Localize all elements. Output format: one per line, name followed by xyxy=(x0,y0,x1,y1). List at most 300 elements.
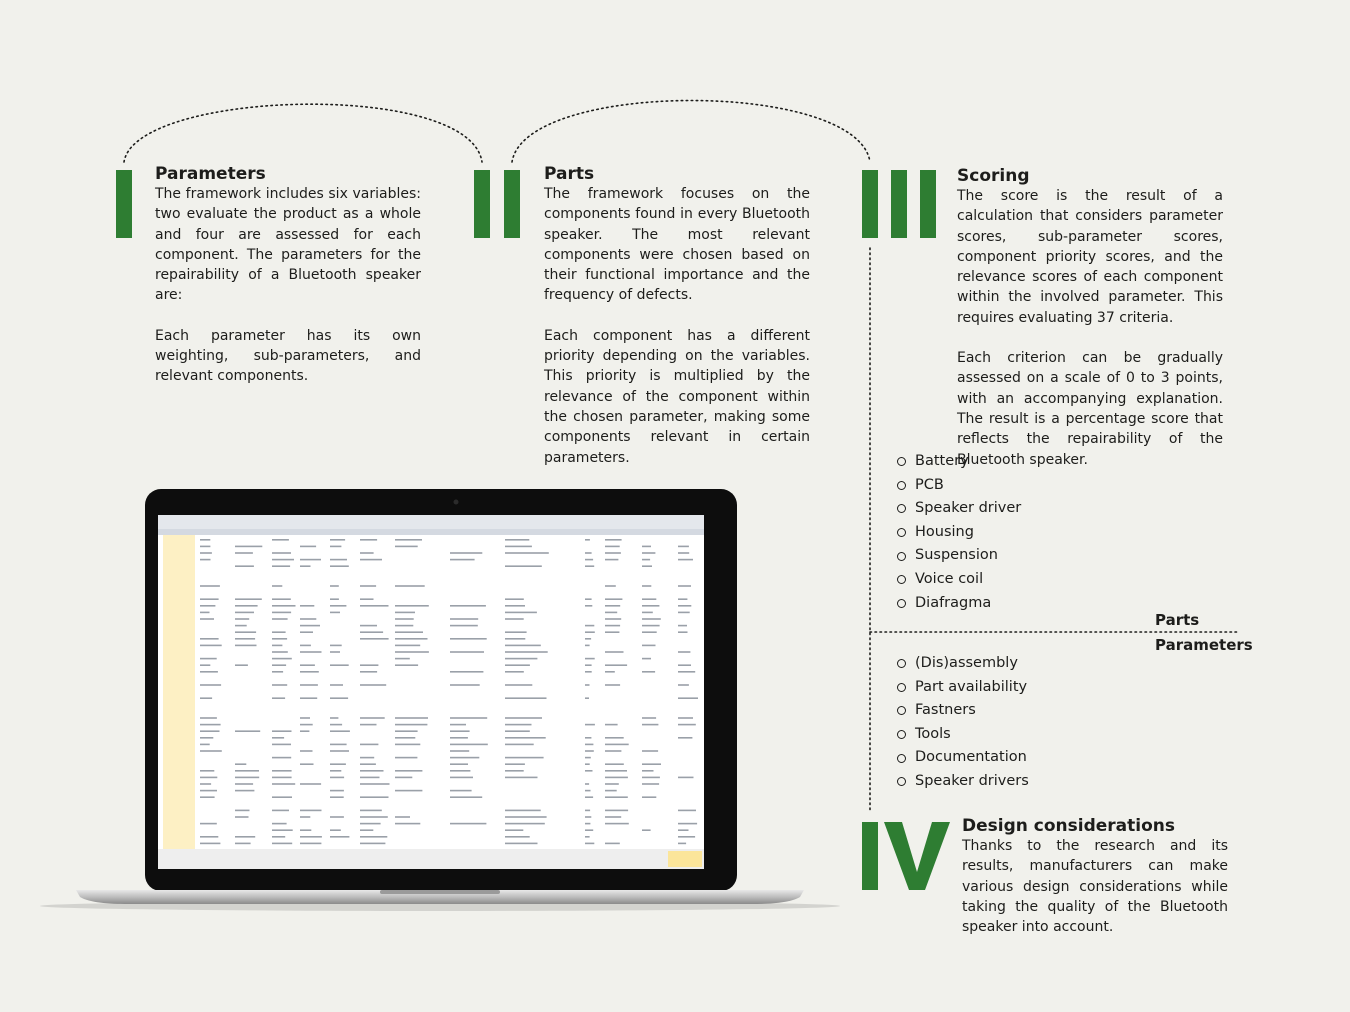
spreadsheet-cell xyxy=(605,671,615,673)
spreadsheet-cell xyxy=(360,783,390,785)
spreadsheet-cell xyxy=(505,565,542,567)
spreadsheet-cell xyxy=(360,843,385,845)
spreadsheet-cell xyxy=(605,724,618,726)
spreadsheet-cell xyxy=(235,843,251,845)
spreadsheet-cell xyxy=(272,777,292,779)
spreadsheet-cell xyxy=(360,552,374,554)
spreadsheet-cell xyxy=(272,671,283,673)
spreadsheet-cell xyxy=(200,750,222,752)
bullet-icon xyxy=(897,457,906,466)
spreadsheet-cell xyxy=(505,612,537,614)
list-item: Diafragma xyxy=(897,592,1021,616)
spreadsheet-cell xyxy=(585,737,591,739)
spreadsheet-cell xyxy=(200,546,210,548)
spreadsheet-cell xyxy=(678,829,689,831)
spreadsheet-cell xyxy=(300,631,313,633)
spreadsheet-cell xyxy=(360,770,384,772)
spreadsheet-cell xyxy=(272,697,285,699)
spreadsheet-cell xyxy=(585,810,590,812)
spreadsheet-cell xyxy=(642,546,651,548)
spreadsheet-cell xyxy=(678,631,688,633)
spreadsheet-cell xyxy=(450,559,475,561)
spreadsheet-cell xyxy=(395,658,410,660)
spreadsheet-cell xyxy=(395,645,420,647)
spreadsheet-cell xyxy=(605,546,620,548)
scoring-title: Scoring xyxy=(957,166,1030,186)
spreadsheet-cell xyxy=(605,598,622,600)
spreadsheet-cell xyxy=(360,638,389,640)
bullet-icon xyxy=(897,481,906,490)
spreadsheet-cell xyxy=(200,559,211,561)
spreadsheet-cell xyxy=(300,605,314,607)
spreadsheet-cell xyxy=(200,539,210,541)
spreadsheet-cell xyxy=(272,836,285,838)
bullet-icon xyxy=(897,730,906,739)
spreadsheet-cell xyxy=(330,559,347,561)
spreadsheet-cell xyxy=(585,671,592,673)
bullet-icon xyxy=(897,504,906,513)
spreadsheet-cell xyxy=(642,750,658,752)
spreadsheet-cell xyxy=(360,823,381,825)
spreadsheet-cell xyxy=(360,631,383,633)
spreadsheet-cell xyxy=(585,645,590,647)
spreadsheet-cell xyxy=(450,724,466,726)
spreadsheet-cell xyxy=(505,539,529,541)
spreadsheet-cell xyxy=(300,829,311,831)
spreadsheet-cell xyxy=(585,631,595,633)
spreadsheet-cell xyxy=(360,777,380,779)
spreadsheet-cell xyxy=(330,763,346,765)
spreadsheet-cell xyxy=(360,559,382,561)
spreadsheet-cell xyxy=(585,836,590,838)
spreadsheet-cell xyxy=(605,796,628,798)
design-text: Thanks to the research and its results, manufacturers can make various design considerations while taking the quality of the Bluetooth speaker into account. xyxy=(962,838,1228,936)
spreadsheet-cell xyxy=(330,790,344,792)
spreadsheet-cell xyxy=(395,757,417,759)
spreadsheet-cell xyxy=(585,697,589,699)
spreadsheet-cell xyxy=(505,618,524,620)
spreadsheet-cell xyxy=(330,717,338,719)
spreadsheet-cell xyxy=(505,631,527,633)
spreadsheet-cell xyxy=(235,763,246,765)
spreadsheet-cell xyxy=(330,645,342,647)
spreadsheet-cell xyxy=(235,638,255,640)
spreadsheet-cell xyxy=(200,843,220,845)
spreadsheet-cell xyxy=(235,664,248,666)
spreadsheet-cell xyxy=(235,612,254,614)
section-design xyxy=(962,816,1228,937)
spreadsheet-cell xyxy=(272,810,289,812)
spreadsheet-cell xyxy=(642,618,661,620)
spreadsheet-cell xyxy=(505,829,523,831)
spreadsheet-cell xyxy=(585,684,590,686)
spreadsheet-cell xyxy=(450,684,480,686)
spreadsheet-cell xyxy=(642,671,655,673)
spreadsheet-cell xyxy=(505,671,524,673)
spreadsheet-cell xyxy=(505,763,525,765)
spreadsheet-cell xyxy=(505,777,538,779)
spreadsheet-cell xyxy=(605,816,621,818)
spreadsheet-cell xyxy=(605,763,624,765)
spreadsheet-cell xyxy=(585,763,590,765)
spreadsheet-cell xyxy=(300,671,319,673)
spreadsheet-cell xyxy=(642,631,657,633)
spreadsheet-cell xyxy=(605,744,629,746)
spreadsheet-cell xyxy=(272,658,292,660)
spreadsheet-cell xyxy=(678,612,690,614)
spreadsheet-cell xyxy=(360,757,374,759)
spreadsheet-cell xyxy=(235,777,259,779)
spreadsheet-cell xyxy=(395,770,422,772)
list-item: Speaker drivers xyxy=(897,770,1029,794)
spreadsheet-cell xyxy=(585,658,595,660)
spreadsheet-cell xyxy=(605,770,627,772)
spreadsheet-cell xyxy=(678,737,692,739)
spreadsheet-cell xyxy=(200,618,214,620)
spreadsheet-cell xyxy=(300,836,322,838)
spreadsheet-cell xyxy=(505,757,544,759)
divider-label-parts: Parts xyxy=(1155,611,1200,629)
spreadsheet-cell xyxy=(678,625,687,627)
spreadsheet-cell xyxy=(272,612,291,614)
spreadsheet-cell xyxy=(450,763,468,765)
spreadsheet-cell xyxy=(235,810,250,812)
spreadsheet-cell xyxy=(450,625,478,627)
spreadsheet-cell xyxy=(272,605,296,607)
spreadsheet-cell xyxy=(605,790,617,792)
spreadsheet-cell xyxy=(200,552,212,554)
spreadsheet-cell xyxy=(272,552,291,554)
spreadsheet-cell xyxy=(678,651,690,653)
spreadsheet-cell xyxy=(300,730,309,732)
spreadsheet-cell xyxy=(678,724,696,726)
spreadsheet-cell xyxy=(642,763,661,765)
spreadsheet-cell xyxy=(605,625,620,627)
spreadsheet-cell xyxy=(272,829,293,831)
spreadsheet-cell xyxy=(450,730,470,732)
spreadsheet-cell xyxy=(360,724,377,726)
spreadsheet-cell xyxy=(585,796,593,798)
spreadsheet-cell xyxy=(505,638,525,640)
spreadsheet-cell xyxy=(678,559,693,561)
spreadsheet-cell xyxy=(200,664,210,666)
spreadsheet-cell xyxy=(300,684,318,686)
spreadsheet-cell xyxy=(330,539,345,541)
spreadsheet-cell xyxy=(360,539,377,541)
spreadsheet-cell xyxy=(585,757,591,759)
spreadsheet-cell xyxy=(605,737,624,739)
spreadsheet-cell xyxy=(200,777,217,779)
spreadsheet-cell xyxy=(678,836,695,838)
spreadsheet-cell xyxy=(395,618,414,620)
spreadsheet-cell xyxy=(605,539,622,541)
spreadsheet-cell xyxy=(678,552,689,554)
spreadsheet-cell xyxy=(272,651,288,653)
spreadsheet-cell xyxy=(642,796,656,798)
spreadsheet-cell xyxy=(200,585,220,587)
spreadsheet-cell xyxy=(272,664,286,666)
spreadsheet-cell xyxy=(300,750,313,752)
spreadsheet-cell xyxy=(642,777,660,779)
spreadsheet-cell xyxy=(450,823,486,825)
spreadsheet-cell xyxy=(678,717,693,719)
spreadsheet-cell xyxy=(505,605,525,607)
spreadsheet-cell xyxy=(235,598,262,600)
spreadsheet-cell xyxy=(605,684,620,686)
spreadsheet-cell xyxy=(505,770,524,772)
spreadsheet-cell xyxy=(272,638,287,640)
spreadsheet-cell xyxy=(678,777,694,779)
spreadsheet-cell xyxy=(300,843,321,845)
bullet-icon xyxy=(897,659,906,668)
spreadsheet-cell xyxy=(300,546,316,548)
list-item: Fastners xyxy=(897,699,1029,723)
spreadsheet-cell xyxy=(300,651,322,653)
numeral-four xyxy=(862,822,950,892)
spreadsheet-cell xyxy=(200,658,217,660)
spreadsheet-cell xyxy=(585,783,589,785)
spreadsheet-cell xyxy=(585,816,591,818)
spreadsheet-cell xyxy=(330,724,342,726)
spreadsheet-cell xyxy=(605,783,619,785)
spreadsheet-cell xyxy=(678,671,695,673)
spreadsheet-cell xyxy=(272,796,292,798)
spreadsheet-cell xyxy=(605,612,617,614)
spreadsheet-cell xyxy=(235,816,249,818)
spreadsheet-cell xyxy=(505,684,532,686)
spreadsheet-cell xyxy=(330,612,340,614)
spreadsheet-cell xyxy=(585,750,594,752)
spreadsheet-cell xyxy=(678,585,691,587)
spreadsheet-cell xyxy=(505,823,545,825)
spreadsheet-cell xyxy=(200,796,215,798)
spreadsheet-cell xyxy=(505,717,542,719)
spreadsheet-cell xyxy=(450,651,484,653)
parts-list xyxy=(897,450,1021,615)
spreadsheet-cell xyxy=(585,790,591,792)
parts-text-1: The framework focuses on the components found in every Bluetooth speaker. The most relevant components were chosen based on their functional importance and the frequency of defects. xyxy=(544,186,810,304)
spreadsheet-cell xyxy=(272,744,291,746)
spreadsheet-cell xyxy=(642,625,660,627)
spreadsheet-cell xyxy=(505,664,530,666)
spreadsheet-cell xyxy=(505,843,538,845)
spreadsheet-cell xyxy=(272,823,287,825)
spreadsheet-cell xyxy=(395,651,429,653)
spreadsheet-cell xyxy=(678,546,689,548)
spreadsheet-cell xyxy=(585,724,595,726)
spreadsheet-cell xyxy=(330,664,349,666)
spreadsheet-cell xyxy=(585,744,593,746)
spreadsheet-cell xyxy=(330,770,341,772)
spreadsheet-cell xyxy=(200,684,221,686)
spreadsheet-cell xyxy=(360,744,378,746)
spreadsheet-cell xyxy=(330,585,339,587)
spreadsheet-cell xyxy=(235,770,259,772)
spreadsheet-cell xyxy=(272,730,292,732)
spreadsheet-cell xyxy=(505,546,532,548)
spreadsheet-cell xyxy=(330,750,349,752)
scoring-text-2: Each criterion can be gradually assessed on a scale of 0 to 3 points, with an accompanying explanation. The result is a percentage score that reflects the repairability of the Bluetooth speaker. xyxy=(957,350,1223,468)
list-item: Speaker driver xyxy=(897,497,1021,521)
spreadsheet-cell xyxy=(450,750,469,752)
spreadsheet-cell xyxy=(360,836,387,838)
spreadsheet-cell xyxy=(395,724,427,726)
spreadsheet-cell xyxy=(450,605,486,607)
spreadsheet-cell xyxy=(272,684,287,686)
spreadsheet-cell xyxy=(272,645,282,647)
spreadsheet-cell xyxy=(585,625,594,627)
spreadsheet-cell xyxy=(450,770,470,772)
spreadsheet-cell xyxy=(200,605,215,607)
spreadsheet-cell xyxy=(235,631,256,633)
spreadsheet-cell xyxy=(642,612,653,614)
spreadsheet-cell xyxy=(272,843,292,845)
list-item: PCB xyxy=(897,474,1021,498)
spreadsheet-cell xyxy=(200,671,218,673)
bullet-icon xyxy=(897,706,906,715)
spreadsheet-cell xyxy=(272,783,295,785)
spreadsheet-cell xyxy=(200,612,210,614)
spreadsheet-cell xyxy=(678,810,696,812)
bullet-icon xyxy=(897,575,906,584)
spreadsheet-cell xyxy=(360,585,376,587)
spreadsheet-cell xyxy=(642,724,658,726)
spreadsheet-cell xyxy=(585,638,591,640)
bullet-icon xyxy=(897,777,906,786)
spreadsheet-cell xyxy=(360,816,388,818)
bullet-icon xyxy=(897,528,906,537)
spreadsheet-cell xyxy=(360,829,373,831)
spreadsheet-cell xyxy=(505,552,549,554)
list-item: Documentation xyxy=(897,746,1029,770)
parameters-title: Parameters xyxy=(155,164,266,184)
spreadsheet-cell xyxy=(678,823,697,825)
spreadsheet-cell xyxy=(585,843,594,845)
spreadsheet-cell xyxy=(200,645,222,647)
spreadsheet-cell xyxy=(605,664,627,666)
spreadsheet-cell xyxy=(395,823,420,825)
spreadsheet-cell xyxy=(360,625,377,627)
spreadsheet-cell xyxy=(272,585,282,587)
spreadsheet-cell xyxy=(585,559,593,561)
spreadsheet-cell xyxy=(300,763,314,765)
spreadsheet-cell xyxy=(272,631,286,633)
spreadsheet-cell xyxy=(360,684,386,686)
spreadsheet-cell xyxy=(272,559,294,561)
spreadsheet-cell xyxy=(642,585,651,587)
spreadsheet-cell xyxy=(642,552,655,554)
spreadsheet-cell xyxy=(235,790,254,792)
parameters-list xyxy=(897,652,1029,794)
spreadsheet-cell xyxy=(395,625,413,627)
spreadsheet-cell xyxy=(200,638,219,640)
spreadsheet-cell xyxy=(395,605,429,607)
bullet-icon xyxy=(897,599,906,608)
spreadsheet-cell xyxy=(605,823,629,825)
bullet-icon xyxy=(897,552,906,561)
spreadsheet-cell xyxy=(505,737,546,739)
spreadsheet-cell xyxy=(450,552,482,554)
scoring-text-1: The score is the result of a calculation that considers parameter scores, sub-parameter scores, component priority scores, and the relevance scores of each component within the involved parameter. This requires evaluating 37 criteria. xyxy=(957,188,1223,326)
list-item: Voice coil xyxy=(897,568,1021,592)
spreadsheet-cell xyxy=(272,539,289,541)
list-item: Housing xyxy=(897,521,1021,545)
spreadsheet-cell xyxy=(450,744,488,746)
spreadsheet-cell xyxy=(395,777,412,779)
spreadsheet-cell xyxy=(505,744,534,746)
spreadsheet-cell xyxy=(605,843,620,845)
spreadsheet-cell xyxy=(450,757,479,759)
spreadsheet-cell xyxy=(300,625,320,627)
spreadsheet-cell xyxy=(395,730,418,732)
spreadsheet-cell xyxy=(450,777,473,779)
parameters-text-1: The framework includes six variables: two evaluate the product as a whole and four are assessed for each component. The parameters for the repairability of a Bluetooth speaker are: xyxy=(155,186,421,304)
spreadsheet-cell xyxy=(678,598,687,600)
spreadsheet-cell xyxy=(272,618,288,620)
spreadsheet-cell xyxy=(678,697,698,699)
spreadsheet-cell xyxy=(235,618,249,620)
spreadsheet-cell xyxy=(360,605,389,607)
parts-title: Parts xyxy=(544,164,595,184)
spreadsheet-screen xyxy=(158,515,704,869)
spreadsheet-cell xyxy=(330,651,340,653)
laptop-hinge-notch xyxy=(380,890,500,894)
spreadsheet-cell xyxy=(200,823,217,825)
spreadsheet-cell xyxy=(360,810,382,812)
spreadsheet-cell xyxy=(360,664,378,666)
spreadsheet-cell xyxy=(642,605,659,607)
spreadsheet-cell xyxy=(330,598,339,600)
spreadsheet-cell xyxy=(300,618,316,620)
spreadsheet-cell xyxy=(235,645,257,647)
spreadsheet-cell xyxy=(360,717,385,719)
spreadsheet-cell xyxy=(450,737,468,739)
spreadsheet-cell xyxy=(395,790,422,792)
spreadsheet-cell xyxy=(395,546,418,548)
spreadsheet-cell xyxy=(200,724,221,726)
spreadsheet-cell xyxy=(450,638,487,640)
spreadsheet-cell xyxy=(505,810,541,812)
spreadsheet-cell xyxy=(678,664,691,666)
spreadsheet-cell xyxy=(505,724,532,726)
spreadsheet-cell xyxy=(272,737,284,739)
spreadsheet-cell xyxy=(505,836,530,838)
spreadsheet-cell xyxy=(605,651,624,653)
spreadsheet-cell xyxy=(330,565,349,567)
spreadsheet-cell xyxy=(235,546,262,548)
design-title: Design considerations xyxy=(962,816,1175,836)
spreadsheet-cell xyxy=(450,717,487,719)
numeral-three xyxy=(862,170,938,238)
spreadsheet-cell xyxy=(300,664,315,666)
spreadsheet-cell xyxy=(330,697,348,699)
spreadsheet-cell xyxy=(450,796,482,798)
spreadsheet-cell xyxy=(642,717,656,719)
spreadsheet-cell xyxy=(605,810,628,812)
divider-label-parameters: Parameters xyxy=(1155,636,1253,654)
spreadsheet-cell xyxy=(330,816,344,818)
section-scoring xyxy=(957,166,1223,470)
spreadsheet-cell xyxy=(235,552,253,554)
spreadsheet-cell xyxy=(605,777,628,779)
spreadsheet-cell xyxy=(360,671,377,673)
spreadsheet-cell xyxy=(235,565,254,567)
spreadsheet-cell xyxy=(300,724,313,726)
spreadsheet-cell xyxy=(300,697,317,699)
spreadsheet-cell xyxy=(200,783,211,785)
list-item: (Dis)assembly xyxy=(897,652,1029,676)
spreadsheet-cell xyxy=(450,671,483,673)
